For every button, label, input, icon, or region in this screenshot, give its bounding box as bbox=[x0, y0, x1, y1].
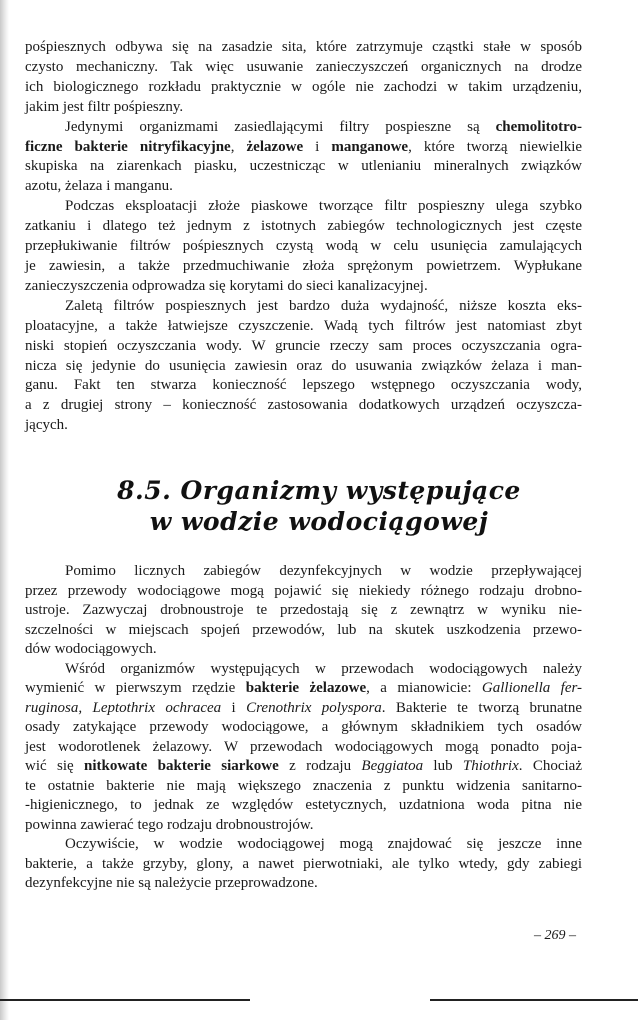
text-run: Wśród organizmów występujących w przewodach wodociągowych należy bbox=[65, 660, 582, 677]
text-run: a z drugiej strony – konieczność zastosowania dodatkowych urządzeń oczyszcza- bbox=[25, 397, 582, 414]
text-line bbox=[25, 257, 582, 277]
page-number: – 269 – bbox=[534, 928, 576, 943]
text-run: Jedynymi organizmami zasiedlającymi filtry pospieszne są bbox=[65, 118, 496, 135]
text-run: skupiska na ziarenkach piasku, uczestnicząc w utlenianiu mineralnych związków bbox=[25, 158, 582, 175]
bold-text: chemolitotro- bbox=[495, 118, 582, 135]
text-line bbox=[25, 757, 582, 777]
text-line bbox=[25, 562, 582, 582]
text-line bbox=[25, 78, 582, 98]
text-line bbox=[25, 217, 582, 237]
text-line bbox=[25, 98, 582, 118]
text-run: i bbox=[303, 138, 332, 155]
text-run: je zawiesin, a także przedmuchiwanie złoża sprężonym powietrzem. Wypłukane bbox=[25, 257, 582, 274]
text-line bbox=[25, 177, 582, 197]
text-line bbox=[25, 38, 582, 58]
bold-text: ficzne bakterie nitryfikacyjne bbox=[25, 138, 231, 155]
text-line bbox=[25, 679, 582, 699]
text-run: -higienicznego, to jednak ze względów estetycznych, uzdatniona woda pitna nie bbox=[25, 797, 582, 813]
italic-text: Thiothrix bbox=[462, 758, 519, 774]
text-run: z rodzaju bbox=[278, 758, 362, 774]
bold-text: nitkowate bakterie siarkowe bbox=[83, 758, 279, 774]
text-run: jących. bbox=[25, 417, 68, 434]
text-line bbox=[25, 317, 582, 337]
italic-text: ruginosa, Leptothrix ochracea bbox=[25, 699, 222, 716]
text-line bbox=[25, 58, 582, 78]
text-line bbox=[25, 874, 582, 894]
text-run: Oczywiście, w wodzie wodociągowej mogą znajdować się jeszcze inne bbox=[65, 836, 582, 852]
italic-text: Beggiatoa bbox=[361, 758, 424, 774]
text-run: ustroje. Zazwyczaj drobnoustroje te przedostają się z zewnątrz w wyniku nie- bbox=[25, 602, 582, 618]
section-heading bbox=[0, 475, 638, 537]
text-line bbox=[25, 297, 582, 317]
text-line bbox=[25, 118, 582, 138]
text-run: , które tworzą niewielkie bbox=[408, 138, 583, 155]
text-run: . Chociaż bbox=[518, 758, 582, 774]
text-run: dów wodociągowych. bbox=[25, 641, 157, 657]
text-line bbox=[25, 357, 582, 377]
text-run: i bbox=[221, 699, 247, 716]
text-line bbox=[25, 640, 582, 660]
text-run: osady zatykające przewody wodociągowe, a głównym składnikiem tych osadów bbox=[25, 719, 582, 735]
text-line bbox=[25, 416, 582, 436]
text-line bbox=[25, 621, 582, 641]
text-run: ganu. Fakt ten stwarza konieczność lepszego wstępnego oczyszczania wody, bbox=[25, 377, 582, 394]
text-run: bakterie, a także grzyby, glony, a nawet pierwotniaki, ale tylko wtedy, gdy zabiegi bbox=[25, 855, 582, 872]
text-run: wić się bbox=[25, 758, 84, 774]
text-line bbox=[25, 835, 582, 855]
text-run: Pomimo licznych zabiegów dezynfekcyjnych w wodzie przepływającej bbox=[65, 563, 582, 579]
text-run: ploatacyjne, a także łatwiejsze czyszczenie. Wadą tych filtrów jest natomiast zbyt bbox=[25, 317, 582, 334]
text-line bbox=[25, 396, 582, 416]
text-run: azotu, żelaza i manganu. bbox=[25, 178, 173, 195]
text-run: , a mianowicie: bbox=[366, 680, 482, 696]
paragraph bbox=[25, 38, 582, 118]
text-run: , bbox=[230, 138, 247, 155]
italic-text: Gallionella fer- bbox=[481, 680, 583, 696]
text-line bbox=[25, 138, 582, 158]
italic-text: Crenothrix polyspora bbox=[246, 699, 382, 716]
text-run: Podczas eksploatacji złoże piaskowe tworzące filtr pospieszny ulega szybko bbox=[65, 198, 582, 215]
text-run: jest wodorotlenek żelazowy. W przewodach wodociągowych mogą ponadto poja- bbox=[25, 738, 582, 755]
text-run: powinna zawierać tego rodzaju drobnoustrojów. bbox=[25, 816, 314, 833]
text-run: zanieczyszczenia odprowadza się korytami do sieci kanalizacyjnej. bbox=[25, 277, 428, 294]
paragraph bbox=[25, 660, 582, 836]
text-run: dezynfekcyjne nie są należycie przeprowadzone. bbox=[25, 875, 318, 891]
text-run: przepłukiwanie filtrów pośpiesznych czystą wodą w celu usunięcia zamulających bbox=[25, 238, 582, 255]
text-run: czysto mechaniczny. Tak więc usuwanie zanieczyszczeń organicznych na drodze bbox=[25, 58, 582, 75]
text-run: lub bbox=[423, 758, 463, 774]
text-run: szczelności w miejscach spojeń przewodów, lub na skutek uszkodzenia przewo- bbox=[25, 621, 582, 638]
text-line bbox=[25, 796, 582, 816]
text-line bbox=[25, 855, 582, 875]
bottom-rule-right bbox=[430, 999, 638, 1001]
text-run: zatkaniu i dlatego też jednym z istotnych zabiegów technologicznych jest częste bbox=[25, 218, 582, 235]
text-run: . Bakterie te tworzą brunatne bbox=[381, 699, 583, 716]
text-line bbox=[25, 660, 582, 680]
paragraph bbox=[25, 297, 582, 436]
text-line bbox=[25, 337, 582, 357]
text-run: Zaletą filtrów pospiesznych jest bardzo duża wydajność, niższe koszta eks- bbox=[65, 297, 582, 314]
bottom-rule-left bbox=[0, 999, 250, 1001]
text-line bbox=[25, 582, 582, 602]
text-line bbox=[25, 277, 582, 297]
section-filters-text bbox=[25, 38, 582, 436]
paragraph bbox=[25, 118, 582, 198]
text-line bbox=[25, 237, 582, 257]
text-line bbox=[25, 601, 582, 621]
heading-line-1: 8.5. Organizmy występujące bbox=[117, 476, 521, 505]
text-line bbox=[25, 376, 582, 396]
bold-text: manganowe bbox=[331, 138, 409, 155]
text-run: wymienić w pierwszym rzędzie bbox=[25, 680, 246, 696]
text-line bbox=[25, 816, 582, 836]
text-line bbox=[25, 157, 582, 177]
paragraph bbox=[25, 197, 582, 297]
text-run: pośpiesznych odbywa się na zasadzie sita, które zatrzymuje cząstki stałe w sposób bbox=[25, 39, 582, 55]
text-run: niski stopień oczyszczania wody. W gruncie rzeczy sam proces oczyszczania ogra- bbox=[25, 337, 582, 354]
paragraph bbox=[25, 562, 582, 660]
text-run: ich biologicznego rozkładu praktycznie w ogóle nie zachodzi w takim urządzeniu, bbox=[25, 78, 582, 95]
paragraph bbox=[25, 835, 582, 894]
text-line bbox=[25, 197, 582, 217]
text-line bbox=[25, 777, 582, 797]
text-line bbox=[25, 738, 582, 758]
bold-text: bakterie żelazowe bbox=[245, 680, 367, 696]
text-run: przez przewody wodociągowe mogą pojawić się niekiedy różnego rodzaju drobno- bbox=[25, 582, 582, 599]
heading-line-2: w wodzie wodociągowej bbox=[149, 507, 489, 536]
text-run: nicza się jedynie do usunięcia zawiesin oraz do usuwania związków żelaza i man- bbox=[25, 357, 582, 374]
text-run: jakim jest filtr pośpieszny. bbox=[25, 98, 184, 115]
text-line bbox=[25, 699, 582, 719]
section-organisms-text bbox=[25, 562, 582, 894]
text-run: te ostatnie bakterie nie mają większego znaczenia z punktu widzenia sanitarno- bbox=[25, 777, 582, 794]
bold-text: żelazowe bbox=[246, 138, 304, 155]
text-line bbox=[25, 718, 582, 738]
